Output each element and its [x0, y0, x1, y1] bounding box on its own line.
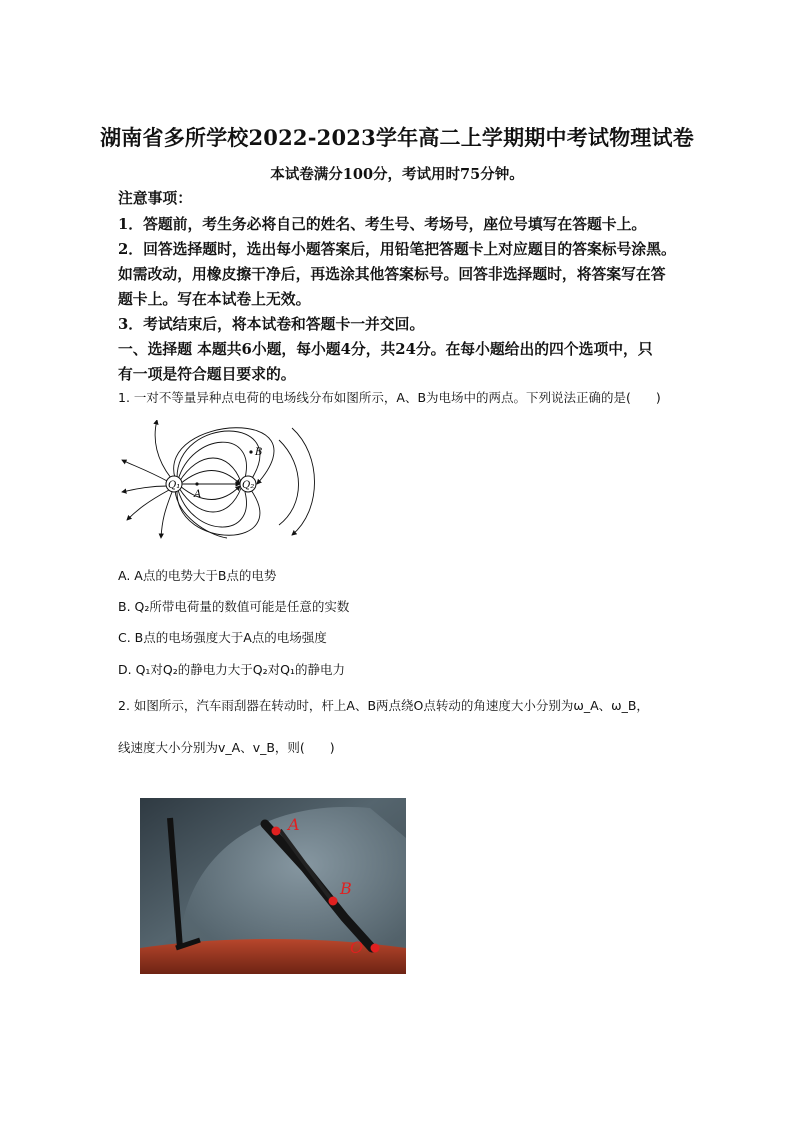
label-q1: Q₁ [168, 480, 181, 491]
note-line-1: 1．答题前，考生务必将自己的姓名、考生号、考场号，座位号填写在答题卡上。 [118, 216, 647, 233]
q1-option-a: A. A点的电势大于B点的电势 [118, 568, 277, 583]
section-heading-line-1: 一、选择题 本题共6小题，每小题4分，共24分。在每小题给出的四个选项中，只 [118, 341, 653, 358]
exam-subtitle: 本试卷满分100分，考试用时75分钟。 [270, 166, 524, 183]
note-line-3: 如需改动，用橡皮擦干净后，再选涂其他答案标号。回答非选择题时，将答案写在答 [118, 266, 666, 283]
electric-field-diagram [117, 420, 327, 540]
label-point-a: A [194, 489, 202, 500]
notes-heading: 注意事项： [118, 190, 192, 207]
note-line-4: 题卡上。写在本试卷上无效。 [118, 291, 311, 308]
exam-title: 湖南省多所学校2022-2023学年高二上学期期中考试物理试卷 [100, 125, 694, 150]
note-line-2: 2．回答选择题时，选出每小题答案后，用铅笔把答题卡上对应题目的答案标号涂黑。 [118, 241, 676, 258]
windshield-wiper-photo [140, 798, 406, 974]
photo-label-b: B [340, 879, 352, 898]
question-2-stem-line-1: 2. 如图所示，汽车雨刮器在转动时，杆上A、B两点绕O点转动的角速度大小分别为ω_A、ω_B， [118, 698, 649, 713]
question-1-stem: 1. 一对不等量异种点电荷的电场线分布如图所示，A、B为电场中的两点。下列说法正确的是( ) [118, 390, 661, 405]
label-q2: Q₂ [242, 480, 255, 491]
q1-option-d: D. Q₁对Q₂的静电力大于Q₂对Q₁的静电力 [118, 662, 345, 677]
q1-option-b: B. Q₂所带电荷量的数值可能是任意的实数 [118, 599, 350, 614]
photo-label-o: O [350, 938, 364, 957]
section-heading-line-2: 有一项是符合题目要求的。 [118, 366, 296, 383]
q1-option-c: C. B点的电场强度大于A点的电场强度 [118, 630, 327, 645]
photo-label-a: A [288, 815, 300, 834]
label-point-b: B [255, 447, 263, 458]
question-2-stem-line-2: 线速度大小分别为v_A、v_B，则( ) [118, 740, 335, 755]
note-line-5: 3．考试结束后，将本试卷和答题卡一并交回。 [118, 316, 425, 333]
